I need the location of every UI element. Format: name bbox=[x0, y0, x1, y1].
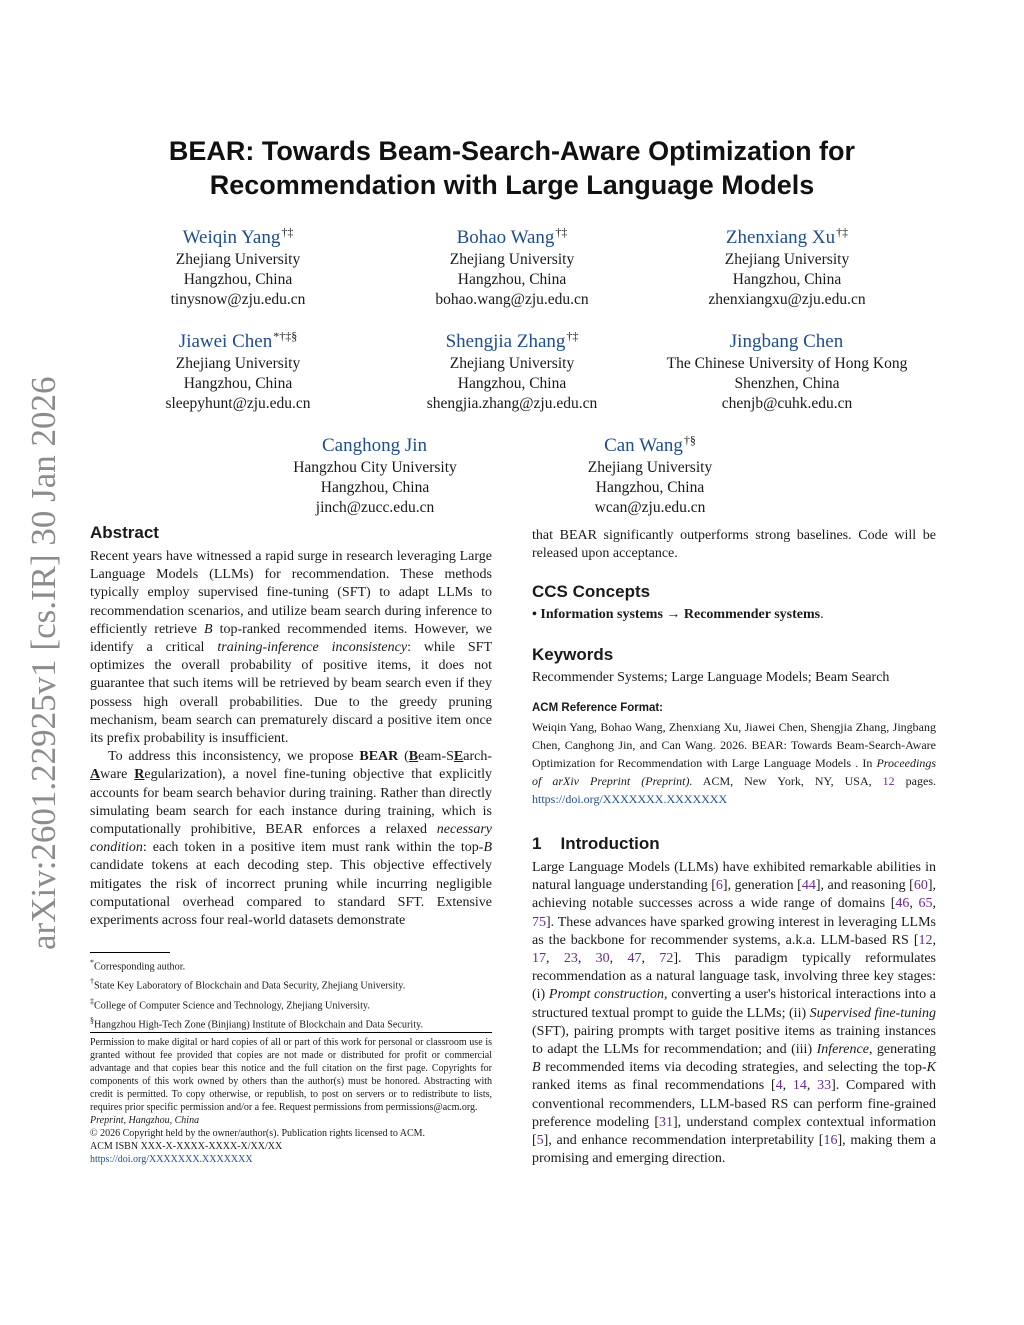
keywords-text: Recommender Systems; Large Language Models; Beam Search bbox=[532, 670, 890, 685]
author-block bbox=[138, 324, 338, 414]
abstract-continuation: that BEAR significantly outperforms strong baselines. Code will be released upon acceptance. bbox=[532, 528, 936, 562]
paper-title bbox=[130, 134, 894, 202]
author-block bbox=[545, 428, 755, 518]
citation[interactable]: 16 bbox=[823, 1133, 838, 1149]
pages-link[interactable]: 12 bbox=[882, 774, 895, 788]
intro-body bbox=[532, 859, 936, 1168]
author-location: Hangzhou, China bbox=[595, 479, 705, 496]
abstract-heading: Abstract bbox=[90, 523, 159, 542]
author-block bbox=[270, 428, 480, 518]
author-email: zhenxiangxu@zju.edu.cn bbox=[708, 291, 866, 308]
author-email: tinysnow@zju.edu.cn bbox=[170, 291, 306, 308]
abstract-paragraph-2: To address this inconsistency, we propose BEAR (Beam-SEarch-Aware Regularization), a novel fine-tuning objective that explicitly accounts for beam search behavior during training. Rather than directly simulating beam search for each instance during training, which is computationally prohibitive, BEAR enforces a relaxed necessary condition: each token in a positive item must rank within the top-B candidate tokens at each decoding step. This objective effectively mitigates the risk of incorrect pruning while incurring negligible computational overhead compared to standard SFT. Extensive experiments across four real-world datasets demonstrate bbox=[90, 749, 493, 929]
copyright: © 2026 Copyright held by the owner/author(s). Publication rights licensed to ACM. bbox=[90, 1128, 426, 1139]
author-email: chenjb@cuhk.edu.cn bbox=[721, 395, 853, 412]
title-line-1: BEAR: Towards Beam-Search-Aware Optimization for bbox=[168, 136, 856, 166]
citation[interactable]: 75 bbox=[532, 914, 546, 930]
author-email: wcan@zju.edu.cn bbox=[594, 499, 706, 516]
author-block bbox=[138, 220, 338, 310]
isbn: ACM ISBN XXX-X-XXXX-XXXX-X/XX/XX bbox=[90, 1141, 283, 1152]
citation[interactable]: 17 bbox=[532, 951, 546, 967]
author-affiliation: Zhejiang University bbox=[587, 459, 713, 476]
venue: Preprint, Hangzhou, China bbox=[90, 1115, 200, 1126]
intro-heading: 1 Introduction bbox=[532, 834, 660, 853]
citation[interactable]: 33 bbox=[817, 1078, 832, 1094]
author-email: sleepyhunt@zju.edu.cn bbox=[165, 395, 311, 412]
footnote: ‡College of Computer Science and Technology, Zhejiang University. bbox=[90, 996, 370, 1012]
citation[interactable]: 72 bbox=[659, 951, 674, 967]
author-name[interactable]: Zhenxiang Xu bbox=[725, 227, 836, 248]
citation[interactable]: 4 bbox=[775, 1078, 783, 1094]
permission-rule bbox=[90, 1032, 492, 1033]
intro-paragraph: Large Language Models (LLMs) have exhibited remarkable abilities in natural language understanding [6], generation [44], and reasoning [60], achieving notable successes across a wide range of domains [46, 65, 75]. These advances have sparked growing interest in leveraging LLMs as the backbone for recommender systems, a.k.a. LLM-based RS [12, 17, 23, 30, 47, 72]. This paradigm typically reformulates recommendation as a natural language task, involving three key stages: (i) Prompt construction, converting a user's historical interactions into a structured textual prompt to guide the LLMs; (ii) Supervised fine-tuning (SFT), pairing prompts with target positive items as training instances to adapt the LLMs for recommendation; and (iii) Inference, generating B recommended items via decoding strategies, and selecting the top-K ranked items as final recommendations [4, 14, 33]. Compared with conventional recommenders, LLM-based RS can perform fine-grained preference modeling [31], understand complex contextual information [5], and enhance recommendation interpretability [16], making them a promising and emerging direction. bbox=[532, 860, 937, 1167]
acm-reference: Weiqin Yang, Bohao Wang, Zhenxiang Xu, Jiawei Chen, Shengjia Zhang, Jingbang Chen, Canghong Jin, and Can Wang. 2026. BEAR: Towards Beam-Search-Aware Optimization for Recommendation with Large Language Models . In Proceedings of arXiv Preprint (Preprint). ACM, New York, NY, USA, 12 pages. https://doi.org/XXXXXXX.XXXXXXX bbox=[532, 720, 936, 806]
author-affiliation: Zhejiang University bbox=[175, 251, 301, 268]
author-name[interactable]: Can Wang bbox=[604, 435, 683, 456]
footnote: *Corresponding author. bbox=[90, 958, 186, 973]
author-affiliation: Zhejiang University bbox=[449, 251, 575, 268]
author-location: Hangzhou, China bbox=[457, 271, 567, 288]
abstract-paragraph-1: Recent years have witnessed a rapid surge in research leveraging Large Language Models (LLMs) for recommendation. These methods typically employ supervised fine-tuning (SFT) to adapt LLMs to recommendation scenarios, and utilize beam search during inference to efficiently retrieve B top-ranked recommended items. However, we identify a critical training-inference inconsistency: while SFT optimizes the overall probability of positive items, it does not guarantee that such items will be retrieved by beam search even if they possess high overall probabilities. Due to the greedy pruning mechanism, beam search can prematurely discard a positive item once its prefix probability is insufficient. bbox=[90, 549, 493, 747]
footnote-rule bbox=[90, 952, 170, 953]
author-marks: *†‡§ bbox=[273, 329, 298, 343]
author-location: Hangzhou, China bbox=[183, 271, 293, 288]
abstract-body bbox=[90, 548, 492, 930]
author-name[interactable]: Jiawei Chen bbox=[178, 331, 273, 352]
author-location: Hangzhou, China bbox=[732, 271, 842, 288]
author-affiliation: Zhejiang University bbox=[175, 355, 301, 372]
footnote: §Hangzhou High-Tech Zone (Binjiang) Institute of Blockchain and Data Security. bbox=[90, 1016, 424, 1031]
acm-ref-heading: ACM Reference Format: bbox=[532, 702, 663, 714]
author-block bbox=[652, 324, 922, 414]
ccs-item: • Information systems → Recommender systems. bbox=[532, 607, 824, 622]
citation[interactable]: 60 bbox=[913, 878, 928, 894]
author-affiliation: The Chinese University of Hong Kong bbox=[666, 355, 908, 372]
footnotes bbox=[90, 955, 490, 1033]
author-marks: †‡ bbox=[555, 225, 568, 239]
author-affiliation: Zhejiang University bbox=[724, 251, 850, 268]
citation[interactable]: 47 bbox=[627, 951, 642, 967]
citation[interactable]: 46 bbox=[895, 896, 910, 912]
doi-link[interactable]: https://doi.org/XXXXXXX.XXXXXXX bbox=[90, 1154, 253, 1165]
citation[interactable]: 14 bbox=[792, 1078, 807, 1094]
author-marks: †‡ bbox=[836, 225, 849, 239]
citation[interactable]: 44 bbox=[801, 878, 816, 894]
author-email: jinch@zucc.edu.cn bbox=[315, 499, 435, 516]
author-name[interactable]: Jingbang Chen bbox=[729, 331, 844, 352]
author-location: Hangzhou, China bbox=[457, 375, 567, 392]
arxiv-stamp: arXiv:2601.22925v1 [cs.IR] 30 Jan 2026 bbox=[24, 376, 63, 950]
author-block bbox=[672, 220, 902, 310]
author-affiliation: Zhejiang University bbox=[449, 355, 575, 372]
citation[interactable]: 31 bbox=[659, 1114, 673, 1130]
title-line-2: Recommendation with Large Language Models bbox=[209, 170, 815, 200]
citation[interactable]: 6 bbox=[715, 878, 723, 894]
author-name[interactable]: Weiqin Yang bbox=[182, 227, 281, 248]
permission-block bbox=[90, 1036, 492, 1166]
acm-doi-link[interactable]: https://doi.org/XXXXXXX.XXXXXXX bbox=[532, 792, 728, 806]
author-name[interactable]: Shengjia Zhang bbox=[445, 331, 566, 352]
author-location: Hangzhou, China bbox=[320, 479, 430, 496]
ccs-heading: CCS Concepts bbox=[532, 582, 651, 601]
citation[interactable]: 65 bbox=[918, 896, 933, 912]
author-location: Hangzhou, China bbox=[183, 375, 293, 392]
permission-text: Permission to make digital or hard copies of all or part of this work for personal or classroom use is granted without fee provided that copies are not made or distributed for profit or commercial advantage and that copies bear this notice and the full citation on the first page. Copyrights for components of this work owned by others than the author(s) must be honored. Abstracting with credit is permitted. To copy otherwise, or republish, to post on servers or to redistribute to lists, requires prior specific permission and/or a fee. Request permissions from permissions@acm.org. bbox=[90, 1037, 492, 1113]
footnote: †State Key Laboratory of Blockchain and Data Security, Zhejiang University. bbox=[90, 977, 406, 992]
author-email: bohao.wang@zju.edu.cn bbox=[435, 291, 589, 308]
keywords-heading: Keywords bbox=[532, 645, 614, 664]
author-name[interactable]: Bohao Wang bbox=[456, 227, 555, 248]
author-block bbox=[402, 324, 622, 414]
author-email: shengjia.zhang@zju.edu.cn bbox=[426, 395, 598, 412]
citation[interactable]: 12 bbox=[918, 932, 933, 948]
author-marks: †‡ bbox=[281, 225, 294, 239]
author-block bbox=[402, 220, 622, 310]
author-name[interactable]: Canghong Jin bbox=[321, 435, 428, 456]
author-affiliation: Hangzhou City University bbox=[293, 459, 457, 476]
author-marks: †‡ bbox=[566, 329, 579, 343]
citation[interactable]: 23 bbox=[563, 951, 578, 967]
author-marks: †§ bbox=[683, 433, 696, 447]
citation[interactable]: 5 bbox=[536, 1133, 544, 1149]
author-location: Shenzhen, China bbox=[734, 375, 840, 392]
citation[interactable]: 30 bbox=[595, 951, 610, 967]
